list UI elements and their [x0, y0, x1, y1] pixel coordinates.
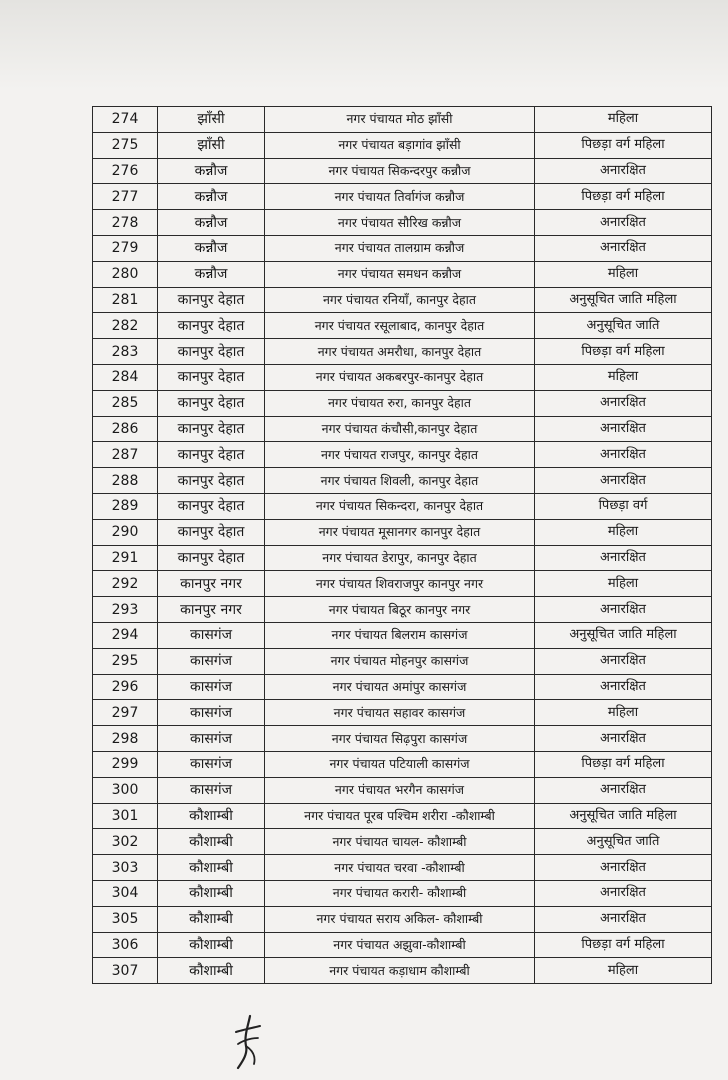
district-cell: कानपुर देहात — [158, 390, 265, 416]
reservation-category-cell: अनारक्षित — [535, 648, 712, 674]
district-cell: कासगंज — [158, 648, 265, 674]
nagar-panchayat-cell: नगर पंचायत बड़ागांव झाँसी — [265, 132, 535, 158]
nagar-panchayat-cell: नगर पंचायत सिकन्दरपुर कन्नौज — [265, 158, 535, 184]
nagar-panchayat-cell: नगर पंचायत बिठूर कानपुर नगर — [265, 597, 535, 623]
district-cell: कौशाम्बी — [158, 829, 265, 855]
reservation-category-cell: महिला — [535, 958, 712, 984]
nagar-panchayat-cell: नगर पंचायत बिलराम कासगंज — [265, 622, 535, 648]
reservation-category-cell: अनारक्षित — [535, 468, 712, 494]
serial-number-cell: 278 — [93, 210, 158, 236]
serial-number-cell: 295 — [93, 648, 158, 674]
table-row — [93, 648, 712, 674]
table-row — [93, 545, 712, 571]
serial-number-cell: 298 — [93, 726, 158, 752]
reservation-category-cell: अनारक्षित — [535, 545, 712, 571]
serial-number-cell: 297 — [93, 700, 158, 726]
reservation-category-cell: महिला — [535, 107, 712, 133]
reservation-category-cell: पिछड़ा वर्ग महिला — [535, 339, 712, 365]
nagar-panchayat-cell: नगर पंचायत शिवली, कानपुर देहात — [265, 468, 535, 494]
reservation-category-cell: अनुसूचित जाति — [535, 313, 712, 339]
serial-number-cell: 292 — [93, 571, 158, 597]
table-row — [93, 622, 712, 648]
nagar-panchayat-cell: नगर पंचायत रसूलाबाद, कानपुर देहात — [265, 313, 535, 339]
table-row — [93, 906, 712, 932]
serial-number-cell: 275 — [93, 132, 158, 158]
table-row — [93, 158, 712, 184]
serial-number-cell: 291 — [93, 545, 158, 571]
nagar-panchayat-cell: नगर पंचायत अझुवा-कौशाम्बी — [265, 932, 535, 958]
table-row — [93, 932, 712, 958]
district-cell: कानपुर देहात — [158, 468, 265, 494]
serial-number-cell: 288 — [93, 468, 158, 494]
district-cell: कानपुर देहात — [158, 416, 265, 442]
reservation-category-cell: पिछड़ा वर्ग महिला — [535, 184, 712, 210]
district-cell: कानपुर देहात — [158, 493, 265, 519]
nagar-panchayat-cell: नगर पंचायत तिर्वागंज कन्नौज — [265, 184, 535, 210]
serial-number-cell: 276 — [93, 158, 158, 184]
table-row — [93, 855, 712, 881]
serial-number-cell: 277 — [93, 184, 158, 210]
reservation-category-cell: अनारक्षित — [535, 597, 712, 623]
district-cell: कौशाम्बी — [158, 880, 265, 906]
reservation-table-body — [93, 107, 712, 984]
table-row — [93, 829, 712, 855]
table-row — [93, 235, 712, 261]
serial-number-cell: 274 — [93, 107, 158, 133]
reservation-category-cell: पिछड़ा वर्ग महिला — [535, 932, 712, 958]
serial-number-cell: 282 — [93, 313, 158, 339]
serial-number-cell: 299 — [93, 751, 158, 777]
table-row — [93, 339, 712, 365]
serial-number-cell: 301 — [93, 803, 158, 829]
table-row — [93, 132, 712, 158]
table-row — [93, 261, 712, 287]
table-row — [93, 571, 712, 597]
district-cell: कासगंज — [158, 700, 265, 726]
serial-number-cell: 283 — [93, 339, 158, 365]
reservation-category-cell: अनारक्षित — [535, 777, 712, 803]
serial-number-cell: 284 — [93, 364, 158, 390]
serial-number-cell: 296 — [93, 674, 158, 700]
reservation-category-cell: महिला — [535, 571, 712, 597]
serial-number-cell: 303 — [93, 855, 158, 881]
nagar-panchayat-cell: नगर पंचायत शिवराजपुर कानपुर नगर — [265, 571, 535, 597]
reservation-category-cell: अनारक्षित — [535, 416, 712, 442]
reservation-category-cell: महिला — [535, 519, 712, 545]
nagar-panchayat-cell: नगर पंचायत मूसानगर कानपुर देहात — [265, 519, 535, 545]
table-row — [93, 287, 712, 313]
nagar-panchayat-cell: नगर पंचायत समधन कन्नौज — [265, 261, 535, 287]
serial-number-cell: 281 — [93, 287, 158, 313]
reservation-category-cell: पिछड़ा वर्ग महिला — [535, 132, 712, 158]
reservation-category-cell: अनुसूचित जाति महिला — [535, 287, 712, 313]
reservation-category-cell: अनारक्षित — [535, 906, 712, 932]
district-cell: कन्नौज — [158, 158, 265, 184]
table-row — [93, 880, 712, 906]
district-cell: कौशाम्बी — [158, 958, 265, 984]
district-cell: कानपुर देहात — [158, 519, 265, 545]
reservation-category-cell: अनारक्षित — [535, 210, 712, 236]
nagar-panchayat-cell: नगर पंचायत अमांपुर कासगंज — [265, 674, 535, 700]
serial-number-cell: 304 — [93, 880, 158, 906]
table-row — [93, 313, 712, 339]
district-cell: कानपुर देहात — [158, 287, 265, 313]
table-row — [93, 803, 712, 829]
district-cell: कानपुर नगर — [158, 597, 265, 623]
nagar-panchayat-cell: नगर पंचायत राजपुर, कानपुर देहात — [265, 442, 535, 468]
nagar-panchayat-cell: नगर पंचायत कड़ाधाम कौशाम्बी — [265, 958, 535, 984]
reservation-category-cell: अनारक्षित — [535, 855, 712, 881]
reservation-category-cell: अनुसूचित जाति महिला — [535, 622, 712, 648]
table-row — [93, 468, 712, 494]
reservation-category-cell: महिला — [535, 261, 712, 287]
reservation-category-cell: अनुसूचित जाति — [535, 829, 712, 855]
district-cell: कन्नौज — [158, 235, 265, 261]
table-row — [93, 210, 712, 236]
table-row — [93, 416, 712, 442]
table-row — [93, 777, 712, 803]
signature — [228, 1012, 268, 1072]
table-row — [93, 493, 712, 519]
serial-number-cell: 307 — [93, 958, 158, 984]
serial-number-cell: 287 — [93, 442, 158, 468]
nagar-panchayat-cell: नगर पंचायत मोठ झाँसी — [265, 107, 535, 133]
district-cell: कानपुर देहात — [158, 545, 265, 571]
nagar-panchayat-cell: नगर पंचायत कंचौसी,कानपुर देहात — [265, 416, 535, 442]
nagar-panchayat-cell: नगर पंचायत सौरिख कन्नौज — [265, 210, 535, 236]
reservation-category-cell: अनारक्षित — [535, 880, 712, 906]
reservation-category-cell: अनारक्षित — [535, 158, 712, 184]
serial-number-cell: 280 — [93, 261, 158, 287]
district-cell: कानपुर देहात — [158, 339, 265, 365]
district-cell: कानपुर देहात — [158, 442, 265, 468]
reservation-table — [92, 106, 712, 984]
reservation-category-cell: अनारक्षित — [535, 442, 712, 468]
nagar-panchayat-cell: नगर पंचायत मोहनपुर कासगंज — [265, 648, 535, 674]
reservation-category-cell: अनुसूचित जाति महिला — [535, 803, 712, 829]
serial-number-cell: 285 — [93, 390, 158, 416]
district-cell: कौशाम्बी — [158, 906, 265, 932]
nagar-panchayat-cell: नगर पंचायत सिकन्दरा, कानपुर देहात — [265, 493, 535, 519]
reservation-category-cell: महिला — [535, 364, 712, 390]
district-cell: झाँसी — [158, 107, 265, 133]
district-cell: कानपुर नगर — [158, 571, 265, 597]
district-cell: कानपुर देहात — [158, 313, 265, 339]
serial-number-cell: 279 — [93, 235, 158, 261]
reservation-category-cell: महिला — [535, 700, 712, 726]
district-cell: कन्नौज — [158, 184, 265, 210]
table-row — [93, 700, 712, 726]
nagar-panchayat-cell: नगर पंचायत करारी- कौशाम्बी — [265, 880, 535, 906]
nagar-panchayat-cell: नगर पंचायत सिढ़पुरा कासगंज — [265, 726, 535, 752]
district-cell: कौशाम्बी — [158, 855, 265, 881]
nagar-panchayat-cell: नगर पंचायत भरगैन कासगंज — [265, 777, 535, 803]
nagar-panchayat-cell: नगर पंचायत पटियाली कासगंज — [265, 751, 535, 777]
serial-number-cell: 302 — [93, 829, 158, 855]
district-cell: कौशाम्बी — [158, 932, 265, 958]
reservation-category-cell: अनारक्षित — [535, 390, 712, 416]
nagar-panchayat-cell: नगर पंचायत रनियाँ, कानपुर देहात — [265, 287, 535, 313]
district-cell: कासगंज — [158, 751, 265, 777]
page-top-shadow — [0, 0, 728, 90]
reservation-category-cell: अनारक्षित — [535, 726, 712, 752]
serial-number-cell: 305 — [93, 906, 158, 932]
table-row — [93, 184, 712, 210]
nagar-panchayat-cell: नगर पंचायत तालग्राम कन्नौज — [265, 235, 535, 261]
table-row — [93, 390, 712, 416]
nagar-panchayat-cell: नगर पंचायत रुरा, कानपुर देहात — [265, 390, 535, 416]
nagar-panchayat-cell: नगर पंचायत सहावर कासगंज — [265, 700, 535, 726]
nagar-panchayat-cell: नगर पंचायत चरवा -कौशाम्बी — [265, 855, 535, 881]
serial-number-cell: 306 — [93, 932, 158, 958]
district-cell: कन्नौज — [158, 261, 265, 287]
serial-number-cell: 293 — [93, 597, 158, 623]
district-cell: कासगंज — [158, 726, 265, 752]
serial-number-cell: 294 — [93, 622, 158, 648]
nagar-panchayat-cell: नगर पंचायत पूरब पश्चिम शरीरा -कौशाम्बी — [265, 803, 535, 829]
table-row — [93, 107, 712, 133]
table-row — [93, 442, 712, 468]
table-row — [93, 597, 712, 623]
district-cell: कासगंज — [158, 622, 265, 648]
table-row — [93, 674, 712, 700]
table-row — [93, 958, 712, 984]
table-row — [93, 751, 712, 777]
district-cell: कन्नौज — [158, 210, 265, 236]
district-cell: कासगंज — [158, 777, 265, 803]
table-row — [93, 726, 712, 752]
reservation-category-cell: अनारक्षित — [535, 674, 712, 700]
district-cell: झाँसी — [158, 132, 265, 158]
nagar-panchayat-cell: नगर पंचायत अकबरपुर-कानपुर देहात — [265, 364, 535, 390]
serial-number-cell: 300 — [93, 777, 158, 803]
reservation-category-cell: पिछड़ा वर्ग महिला — [535, 751, 712, 777]
nagar-panchayat-cell: नगर पंचायत चायल- कौशाम्बी — [265, 829, 535, 855]
reservation-category-cell: अनारक्षित — [535, 235, 712, 261]
nagar-panchayat-cell: नगर पंचायत अमरौधा, कानपुर देहात — [265, 339, 535, 365]
district-cell: कानपुर देहात — [158, 364, 265, 390]
serial-number-cell: 286 — [93, 416, 158, 442]
table-row — [93, 519, 712, 545]
district-cell: कौशाम्बी — [158, 803, 265, 829]
reservation-category-cell: पिछड़ा वर्ग — [535, 493, 712, 519]
table-row — [93, 364, 712, 390]
nagar-panchayat-cell: नगर पंचायत डेरापुर, कानपुर देहात — [265, 545, 535, 571]
serial-number-cell: 289 — [93, 493, 158, 519]
district-cell: कासगंज — [158, 674, 265, 700]
serial-number-cell: 290 — [93, 519, 158, 545]
nagar-panchayat-cell: नगर पंचायत सराय अकिल- कौशाम्बी — [265, 906, 535, 932]
